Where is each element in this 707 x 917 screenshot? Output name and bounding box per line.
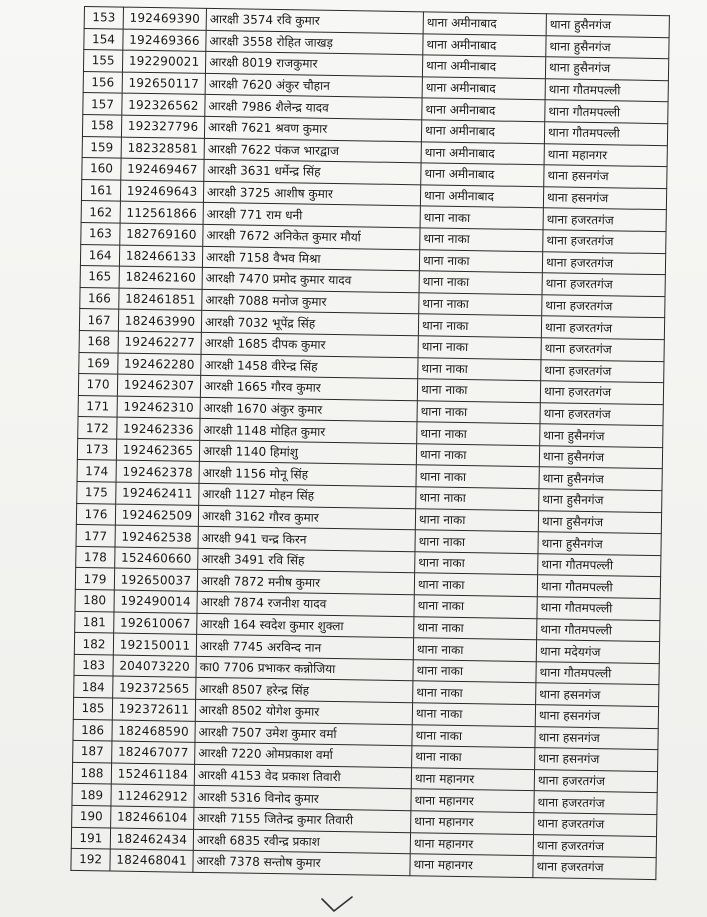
name-cell: आरक्षी 7872 मनीष कुमार bbox=[197, 570, 414, 595]
from-station-cell: थाना नाका bbox=[415, 530, 538, 554]
transfer-table bbox=[70, 6, 670, 880]
pno-cell: 192462365 bbox=[116, 439, 199, 462]
from-station-cell: थाना नाका bbox=[420, 206, 543, 230]
table-body bbox=[71, 7, 669, 880]
name-cell: आरक्षी 7745 अरविन्द नान bbox=[196, 635, 413, 660]
serial-number-cell: 177 bbox=[76, 525, 115, 547]
from-station-cell: थाना अमीनाबाद bbox=[420, 185, 543, 209]
from-station-cell: थाना महानगर bbox=[411, 768, 534, 792]
serial-number-cell: 192 bbox=[71, 849, 110, 871]
to-station-cell: थाना हजरतगंज bbox=[541, 338, 664, 362]
pno-cell: 182463990 bbox=[118, 309, 201, 332]
name-cell: आरक्षी 3725 आशीष कुमार bbox=[203, 181, 420, 206]
to-station-cell: थाना हजरतगंज bbox=[533, 856, 656, 880]
name-cell: आरक्षी 8019 राजकुमार bbox=[205, 52, 422, 77]
from-station-cell: थाना महानगर bbox=[410, 832, 533, 856]
serial-number-cell: 181 bbox=[75, 611, 114, 633]
from-station-cell: थाना नाका bbox=[418, 314, 541, 338]
serial-number-cell: 167 bbox=[79, 309, 118, 331]
to-station-cell: थाना हजरतगंज bbox=[542, 294, 665, 318]
serial-number-cell: 160 bbox=[82, 158, 121, 180]
serial-number-cell: 173 bbox=[77, 438, 116, 460]
from-station-cell: थाना नाका bbox=[412, 724, 535, 748]
name-cell: आरक्षी 7672 अनिकेत कुमार मौर्या bbox=[203, 224, 420, 249]
from-station-cell: थाना अमीनाबाद bbox=[421, 163, 544, 187]
pno-cell: 182461851 bbox=[119, 288, 202, 311]
serial-number-cell: 175 bbox=[77, 482, 116, 504]
to-station-cell: थाना हजरतगंज bbox=[541, 359, 664, 383]
name-cell: आरक्षी 1670 अंकुर कुमार bbox=[200, 397, 417, 422]
from-station-cell: थाना महानगर bbox=[410, 854, 533, 878]
serial-number-cell: 158 bbox=[82, 114, 121, 136]
pno-cell: 182462160 bbox=[119, 266, 202, 289]
pno-cell: 182462434 bbox=[110, 828, 193, 851]
from-station-cell: थाना नाका bbox=[416, 465, 539, 489]
name-cell: आरक्षी 7220 ओमप्रकाश वर्मा bbox=[195, 743, 412, 768]
name-cell: आरक्षी 941 चन्द्र किरन bbox=[198, 527, 415, 552]
to-station-cell: थाना हजरतगंज bbox=[542, 251, 665, 275]
serial-number-cell: 179 bbox=[75, 568, 114, 590]
name-cell: का0 7706 प्रभाकर कन्नोजिया bbox=[196, 656, 413, 681]
from-station-cell: थाना नाका bbox=[419, 293, 542, 317]
from-station-cell: थाना नाका bbox=[416, 487, 539, 511]
name-cell: आरक्षी 4153 वेद प्रकाश तिवारी bbox=[194, 764, 411, 789]
to-station-cell: थाना हुसैनगंज bbox=[539, 467, 662, 491]
from-station-cell: थाना नाका bbox=[417, 379, 540, 403]
name-cell: आरक्षी 7158 वैभव मिश्रा bbox=[202, 246, 419, 271]
name-cell: आरक्षी 3574 रवि कुमार bbox=[206, 8, 423, 33]
pno-cell: 192150011 bbox=[113, 633, 196, 656]
name-cell: आरक्षी 164 स्वदेश कुमार शुक्ला bbox=[197, 613, 414, 638]
to-station-cell: थाना मदेयगंज bbox=[536, 640, 659, 664]
to-station-cell: थाना हसनगंज bbox=[536, 683, 659, 707]
pno-cell: 192462280 bbox=[118, 353, 201, 376]
pno-cell: 192462538 bbox=[115, 525, 198, 548]
name-cell: आरक्षी 7470 प्रमोद कुमार यादव bbox=[202, 268, 419, 293]
serial-number-cell: 178 bbox=[76, 546, 115, 568]
to-station-cell: थाना हसनगंज bbox=[543, 186, 666, 210]
pno-cell: 192462310 bbox=[117, 396, 200, 419]
pno-cell: 112462912 bbox=[111, 784, 194, 807]
pno-cell: 192372565 bbox=[113, 676, 196, 699]
from-station-cell: थाना नाका bbox=[413, 660, 536, 684]
to-station-cell: थाना गौतमपल्ली bbox=[545, 79, 668, 103]
from-station-cell: थाना नाका bbox=[412, 703, 535, 727]
pno-cell: 192462509 bbox=[115, 504, 198, 527]
serial-number-cell: 183 bbox=[74, 654, 113, 676]
to-station-cell: थाना गौतमपल्ली bbox=[544, 122, 667, 146]
name-cell: आरक्षी 3558 रोहित जाखड़ bbox=[206, 30, 423, 55]
to-station-cell: थाना हजरतगंज bbox=[543, 208, 666, 232]
name-cell: आरक्षी 7986 शैलेन्द्र यादव bbox=[205, 95, 422, 120]
pno-cell: 182769160 bbox=[120, 223, 203, 246]
serial-number-cell: 174 bbox=[77, 460, 116, 482]
serial-number-cell: 169 bbox=[79, 352, 118, 374]
to-station-cell: थाना हजरतगंज bbox=[542, 273, 665, 297]
serial-number-cell: 186 bbox=[73, 719, 112, 741]
from-station-cell: थाना नाका bbox=[415, 552, 538, 576]
pno-cell: 192372611 bbox=[112, 698, 195, 721]
from-station-cell: थाना नाका bbox=[420, 228, 543, 252]
serial-number-cell: 168 bbox=[79, 330, 118, 352]
to-station-cell: थाना हसनगंज bbox=[535, 705, 658, 729]
to-station-cell: थाना महानगर bbox=[544, 143, 667, 167]
to-station-cell: थाना हुसैनगंज bbox=[538, 532, 661, 556]
to-station-cell: थाना गौतमपल्ली bbox=[545, 100, 668, 124]
serial-number-cell: 190 bbox=[72, 805, 111, 827]
to-station-cell: थाना हजरतगंज bbox=[534, 791, 657, 815]
serial-number-cell: 182 bbox=[74, 633, 113, 655]
serial-number-cell: 191 bbox=[71, 827, 110, 849]
from-station-cell: थाना महानगर bbox=[411, 789, 534, 813]
serial-number-cell: 164 bbox=[80, 244, 119, 266]
to-station-cell: थाना गौतमपल्ली bbox=[537, 575, 660, 599]
pno-cell: 192469643 bbox=[120, 180, 203, 203]
name-cell: आरक्षी 771 राम धनी bbox=[203, 203, 420, 228]
name-cell: आरक्षी 7507 उमेश कुमार वर्मा bbox=[195, 721, 412, 746]
from-station-cell: थाना नाका bbox=[415, 508, 538, 532]
from-station-cell: थाना नाका bbox=[418, 336, 541, 360]
name-cell: आरक्षी 1156 मोनू सिंह bbox=[199, 462, 416, 487]
name-cell: आरक्षी 7622 पंकज भारद्वाज bbox=[204, 138, 421, 163]
from-station-cell: थाना नाका bbox=[417, 422, 540, 446]
pen-tick-mark bbox=[318, 893, 358, 915]
serial-number-cell: 189 bbox=[72, 784, 111, 806]
name-cell: आरक्षी 7032 भूपेंद्र सिंह bbox=[201, 311, 418, 336]
pno-cell: 182468590 bbox=[112, 720, 195, 743]
pno-cell: 112561866 bbox=[120, 201, 203, 224]
to-station-cell: थाना हुसैनगंज bbox=[546, 14, 669, 38]
to-station-cell: थाना हजरतगंज bbox=[540, 381, 663, 405]
to-station-cell: थाना हसनगंज bbox=[535, 748, 658, 772]
pno-cell: 192462378 bbox=[116, 461, 199, 484]
from-station-cell: थाना महानगर bbox=[411, 811, 534, 835]
name-cell: आरक्षी 3491 रवि सिंह bbox=[198, 548, 415, 573]
to-station-cell: थाना गौतमपल्ली bbox=[536, 661, 659, 685]
name-cell: आरक्षी 1148 मोहित कुमार bbox=[200, 419, 417, 444]
from-station-cell: थाना नाका bbox=[419, 249, 542, 273]
to-station-cell: थाना हुसैनगंज bbox=[546, 35, 669, 59]
from-station-cell: थाना अमीनाबाद bbox=[423, 12, 546, 36]
from-station-cell: थाना नाका bbox=[417, 400, 540, 424]
to-station-cell: थाना हजरतगंज bbox=[540, 402, 663, 426]
name-cell: आरक्षी 1458 वीरेन्द्र सिंह bbox=[201, 354, 418, 379]
from-station-cell: थाना अमीनाबाद bbox=[421, 141, 544, 165]
pno-cell: 192490014 bbox=[114, 590, 197, 613]
from-station-cell: थाना नाका bbox=[416, 444, 539, 468]
from-station-cell: थाना अमीनाबाद bbox=[422, 55, 545, 79]
to-station-cell: थाना गौतमपल्ली bbox=[537, 597, 660, 621]
from-station-cell: थाना अमीनाबाद bbox=[423, 33, 546, 57]
serial-number-cell: 170 bbox=[78, 374, 117, 396]
pno-cell: 192462307 bbox=[117, 374, 200, 397]
pno-cell: 182466133 bbox=[119, 245, 202, 268]
name-cell: आरक्षी 7378 सन्तोष कुमार bbox=[193, 850, 410, 875]
from-station-cell: थाना नाका bbox=[418, 357, 541, 381]
pno-cell: 192610067 bbox=[114, 612, 197, 635]
name-cell: आरक्षी 1140 हिमांशु bbox=[199, 440, 416, 465]
pno-cell: 152460660 bbox=[115, 547, 198, 570]
name-cell: आरक्षी 3631 धर्मेन्द्र सिंह bbox=[204, 160, 421, 185]
name-cell: आरक्षी 8502 योगेश कुमार bbox=[195, 699, 412, 724]
from-station-cell: थाना नाका bbox=[414, 573, 537, 597]
to-station-cell: थाना गौतमपल्ली bbox=[537, 618, 660, 642]
to-station-cell: थाना हजरतगंज bbox=[533, 834, 656, 858]
pno-cell: 182328581 bbox=[121, 137, 204, 160]
pno-cell: 152461184 bbox=[111, 763, 194, 786]
serial-number-cell: 155 bbox=[83, 50, 122, 72]
to-station-cell: थाना गौतमपल्ली bbox=[538, 554, 661, 578]
pno-cell: 192469390 bbox=[123, 7, 206, 30]
to-station-cell: थाना हजरतगंज bbox=[534, 769, 657, 793]
from-station-cell: थाना नाका bbox=[412, 746, 535, 770]
to-station-cell: थाना हजरतगंज bbox=[543, 230, 666, 254]
to-station-cell: थाना हुसैनगंज bbox=[538, 510, 661, 534]
from-station-cell: थाना नाका bbox=[414, 595, 537, 619]
serial-number-cell: 162 bbox=[81, 201, 120, 223]
serial-number-cell: 184 bbox=[74, 676, 113, 698]
pno-cell: 192469366 bbox=[123, 29, 206, 52]
to-station-cell: थाना हुसैनगंज bbox=[539, 446, 662, 470]
from-station-cell: थाना नाका bbox=[413, 638, 536, 662]
serial-number-cell: 171 bbox=[78, 395, 117, 417]
name-cell: आरक्षी 7620 अंकुर चौहान bbox=[205, 73, 422, 98]
name-cell: आरक्षी 8507 हरेन्द्र सिंह bbox=[196, 678, 413, 703]
name-cell: आरक्षी 7874 रजनीश यादव bbox=[197, 591, 414, 616]
serial-number-cell: 166 bbox=[80, 287, 119, 309]
to-station-cell: थाना हजरतगंज bbox=[534, 813, 657, 837]
to-station-cell: थाना हुसैनगंज bbox=[545, 57, 668, 81]
to-station-cell: थाना हसनगंज bbox=[544, 165, 667, 189]
serial-number-cell: 172 bbox=[78, 417, 117, 439]
name-cell: आरक्षी 6835 रवीन्द्र प्रकाश bbox=[193, 829, 410, 854]
name-cell: आरक्षी 1127 मोहन सिंह bbox=[199, 483, 416, 508]
name-cell: आरक्षी 1665 गौरव कुमार bbox=[200, 375, 417, 400]
pno-cell: 182468041 bbox=[110, 849, 193, 872]
pno-cell: 192650117 bbox=[122, 72, 205, 95]
pno-cell: 192462277 bbox=[118, 331, 201, 354]
pno-cell: 192326562 bbox=[122, 93, 205, 116]
pno-cell: 192462336 bbox=[117, 417, 200, 440]
name-cell: आरक्षी 1685 दीपक कुमार bbox=[201, 332, 418, 357]
name-cell: आरक्षी 3162 गौरव कुमार bbox=[198, 505, 415, 530]
serial-number-cell: 188 bbox=[72, 762, 111, 784]
from-station-cell: थाना नाका bbox=[419, 271, 542, 295]
pno-cell: 192327796 bbox=[121, 115, 204, 138]
pno-cell: 182467077 bbox=[112, 741, 195, 764]
from-station-cell: थाना नाका bbox=[414, 616, 537, 640]
serial-number-cell: 180 bbox=[75, 589, 114, 611]
to-station-cell: थाना हजरतगंज bbox=[541, 316, 664, 340]
to-station-cell: थाना हसनगंज bbox=[535, 726, 658, 750]
serial-number-cell: 161 bbox=[81, 179, 120, 201]
pno-cell: 192469467 bbox=[121, 158, 204, 181]
pno-cell: 182466104 bbox=[111, 806, 194, 829]
from-station-cell: थाना अमीनाबाद bbox=[422, 98, 545, 122]
from-station-cell: थाना अमीनाबाद bbox=[421, 120, 544, 144]
from-station-cell: थाना नाका bbox=[413, 681, 536, 705]
serial-number-cell: 154 bbox=[84, 28, 123, 50]
pno-cell: 204073220 bbox=[113, 655, 196, 678]
serial-number-cell: 163 bbox=[81, 222, 120, 244]
name-cell: आरक्षी 5316 विनोद कुमार bbox=[194, 786, 411, 811]
serial-number-cell: 156 bbox=[83, 71, 122, 93]
serial-number-cell: 157 bbox=[83, 93, 122, 115]
serial-number-cell: 159 bbox=[82, 136, 121, 158]
pno-cell: 192650037 bbox=[114, 568, 197, 591]
pno-cell: 192290021 bbox=[122, 50, 205, 73]
pno-cell: 192462411 bbox=[116, 482, 199, 505]
name-cell: आरक्षी 7088 मनोज कुमार bbox=[202, 289, 419, 314]
serial-number-cell: 165 bbox=[80, 266, 119, 288]
from-station-cell: थाना अमीनाबाद bbox=[422, 77, 545, 101]
to-station-cell: थाना हुसैनगंज bbox=[539, 489, 662, 513]
name-cell: आरक्षी 7621 श्रवण कुमार bbox=[204, 116, 421, 141]
serial-number-cell: 176 bbox=[76, 503, 115, 525]
serial-number-cell: 153 bbox=[84, 7, 123, 29]
serial-number-cell: 187 bbox=[73, 741, 112, 763]
name-cell: आरक्षी 7155 जितेन्द्र कुमार तिवारी bbox=[194, 807, 411, 832]
to-station-cell: थाना हुसैनगंज bbox=[540, 424, 663, 448]
serial-number-cell: 185 bbox=[73, 697, 112, 719]
